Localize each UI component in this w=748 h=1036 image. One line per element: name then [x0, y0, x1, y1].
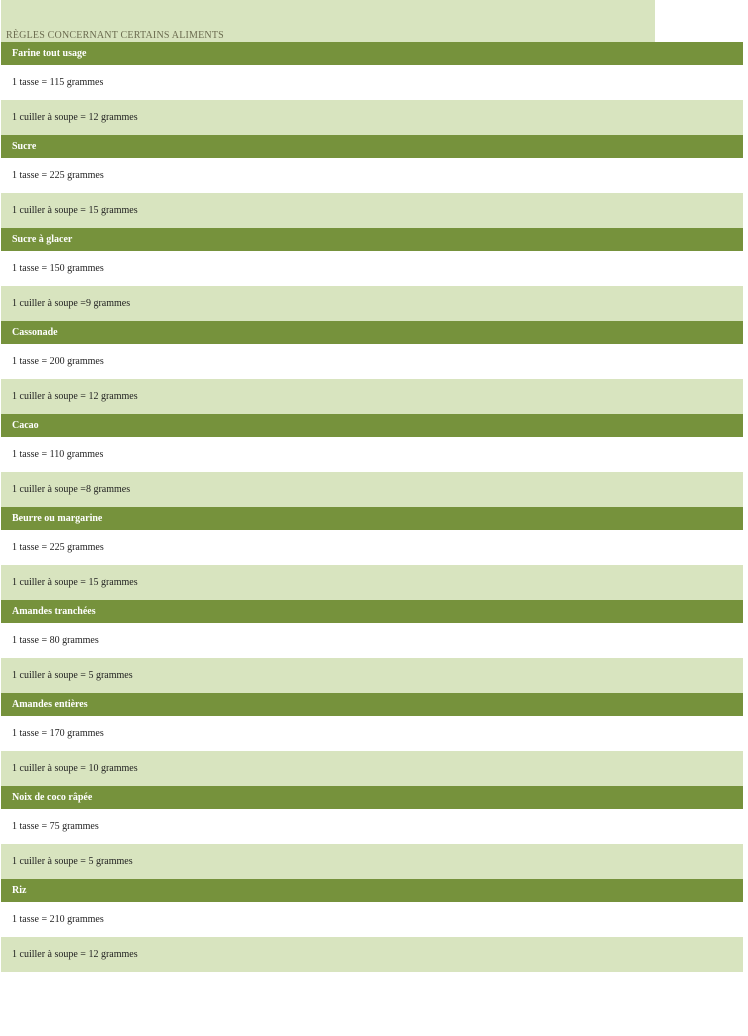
conversion-table	[1, 42, 743, 972]
section-header: Farine tout usage	[1, 42, 743, 65]
table-row: 1 cuiller à soupe = 5 grammes	[1, 844, 743, 879]
section-farine	[1, 42, 743, 135]
section-cacao	[1, 414, 743, 507]
table-row: 1 cuiller à soupe = 5 grammes	[1, 658, 743, 693]
table-row: 1 cuiller à soupe = 15 grammes	[1, 193, 743, 228]
section-header: Beurre ou margarine	[1, 507, 743, 530]
section-header: Amandes entières	[1, 693, 743, 716]
table-row: 1 tasse = 150 grammes	[1, 251, 743, 286]
section-header: Cacao	[1, 414, 743, 437]
section-noix-coco	[1, 786, 743, 879]
table-row: 1 cuiller à soupe = 12 grammes	[1, 379, 743, 414]
table-row: 1 cuiller à soupe = 12 grammes	[1, 100, 743, 135]
table-row: 1 tasse = 170 grammes	[1, 716, 743, 751]
table-row: 1 tasse = 115 grammes	[1, 65, 743, 100]
table-row: 1 tasse = 225 grammes	[1, 158, 743, 193]
section-header: Noix de coco râpée	[1, 786, 743, 809]
section-riz	[1, 879, 743, 972]
table-row: 1 cuiller à soupe =9 grammes	[1, 286, 743, 321]
page-title: RÈGLES CONCERNANT CERTAINS ALIMENTS	[6, 30, 224, 41]
table-row: 1 tasse = 225 grammes	[1, 530, 743, 565]
table-row: 1 cuiller à soupe =8 grammes	[1, 472, 743, 507]
section-header: Amandes tranchées	[1, 600, 743, 623]
section-header: Cassonade	[1, 321, 743, 344]
section-beurre	[1, 507, 743, 600]
section-sucre-glacer	[1, 228, 743, 321]
section-header: Sucre	[1, 135, 743, 158]
section-amandes-entieres	[1, 693, 743, 786]
table-row: 1 tasse = 210 grammes	[1, 902, 743, 937]
table-row: 1 tasse = 80 grammes	[1, 623, 743, 658]
section-header: Sucre à glacer	[1, 228, 743, 251]
section-sucre	[1, 135, 743, 228]
table-row: 1 tasse = 200 grammes	[1, 344, 743, 379]
table-row: 1 cuiller à soupe = 10 grammes	[1, 751, 743, 786]
table-row: 1 tasse = 110 grammes	[1, 437, 743, 472]
table-row: 1 cuiller à soupe = 15 grammes	[1, 565, 743, 600]
section-amandes-tranchees	[1, 600, 743, 693]
section-header: Riz	[1, 879, 743, 902]
table-row: 1 cuiller à soupe = 12 grammes	[1, 937, 743, 972]
table-row: 1 tasse = 75 grammes	[1, 809, 743, 844]
section-cassonade	[1, 321, 743, 414]
